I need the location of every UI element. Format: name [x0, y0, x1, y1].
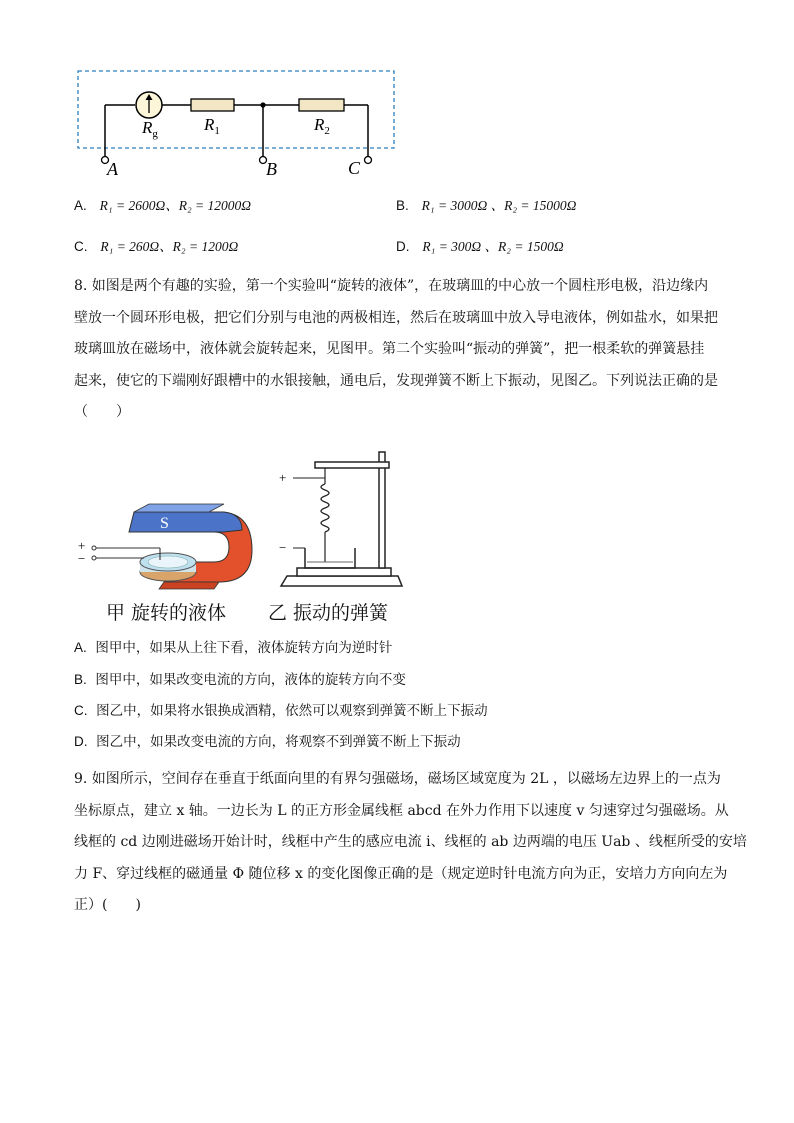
option-text: R₁ = 260Ω、R₂ = 1200Ω [100, 239, 239, 254]
minus-sign: − [279, 540, 287, 555]
stand-base [281, 576, 402, 586]
plus-sign: + [78, 538, 86, 553]
q7-option-d[interactable] [396, 237, 564, 257]
magnet-bottom-face [159, 582, 219, 589]
svg-text:Rg [141, 118, 158, 140]
q8-option-b[interactable] [74, 670, 406, 690]
dashed-box [78, 71, 394, 148]
option-letter: D. [396, 239, 410, 254]
q8-line: 玻璃皿放在磁场中，液体就会旋转起来，见图甲。第二个实验叫“振动的弹簧”，把一根柔软的弹簧悬挂 [74, 341, 705, 357]
minus-sign: − [78, 551, 86, 566]
q8-line: （ ） [74, 404, 130, 420]
stand-pole [379, 452, 385, 568]
q8-option-d[interactable] [74, 732, 461, 752]
q9-line: 线框的 cd 边刚进磁场开始计时，线框中产生的感应电流 i、线框的 ab 边两端的电压 Uab 、线框所受的安培 [74, 834, 747, 850]
option-text: R₁ = 300Ω 、R₂ = 1500Ω [422, 239, 564, 254]
q8-line: 起来，使它的下端刚好跟槽中的水银接触，通电后，发现弹簧不断上下振动，见图乙。下列说法正确的是 [74, 372, 718, 389]
option-text: 图甲中，如果从上往下看，液体旋转方向为逆时针 [95, 640, 393, 656]
figure-rotating-liquid [74, 490, 254, 590]
terminal-b-label: B [266, 159, 277, 179]
option-letter: B. [396, 198, 409, 213]
resistor-r1 [191, 99, 234, 111]
q8-option-a[interactable] [74, 638, 392, 658]
r1-sub: 1 [214, 125, 220, 137]
spring-coil [321, 484, 329, 532]
magnet-pole-label: S [160, 515, 169, 532]
q8-option-c[interactable] [74, 701, 488, 721]
option-text: R₁ = 3000Ω 、R₂ = 15000Ω [421, 198, 577, 213]
q9-line: 9. 如图所示，空间存在垂直于纸面向里的有界匀强磁场，磁场区域宽度为 2L ，以磁场左边界上的一点为 [74, 771, 721, 787]
r2-sub: 2 [324, 125, 330, 137]
caption-rotating-liquid: 甲 旋转的液体 [106, 602, 227, 624]
r2-label: R [314, 115, 325, 134]
option-letter: C. [74, 703, 88, 718]
terminal-a-label: A [107, 159, 118, 179]
q8-line: 8. 如图是两个有趣的实验，第一个实验叫“旋转的液体”，在玻璃皿的中心放一个圆柱形电极，沿边缘内 [74, 278, 709, 294]
plus-sign: + [279, 470, 287, 485]
q8-line: 壁放一个圆环形电极，把它们分别与电池的两极相连，然后在玻璃皿中放入导电液体，例如盐水，如果把 [74, 309, 718, 326]
circuit-diagram [70, 62, 405, 187]
option-letter: C. [74, 239, 88, 254]
svg-text:R2 [313, 115, 330, 137]
q9-line: 力 F、穿过线框的磁通量 Φ 随位移 x 的变化图像正确的是（规定逆时针电流方向为正，安培力方向向左为 [74, 865, 728, 882]
option-letter: A. [74, 198, 87, 213]
figure-vibrating-spring [275, 444, 410, 590]
terminal-c-label: C [348, 158, 361, 178]
terminal-c [365, 157, 372, 164]
mercury-trough [305, 548, 355, 568]
option-letter: A. [74, 640, 87, 655]
q9-line: 坐标原点，建立 x 轴。一边长为 L 的正方形金属线框 abcd 在外力作用下以速度 v 匀速穿过匀强磁场。从 [74, 802, 729, 819]
q9-line: 正）( ) [74, 897, 141, 913]
magnet-s-top [134, 504, 224, 512]
option-text: 图甲中，如果改变电流的方向，液体的旋转方向不变 [95, 672, 406, 688]
option-letter: D. [74, 734, 88, 749]
caption-vibrating-spring: 乙 振动的弹簧 [268, 602, 389, 624]
option-text: R₁ = 2600Ω、R₂ = 12000Ω [99, 198, 252, 213]
resistor-r2 [299, 99, 344, 111]
option-letter: B. [74, 672, 87, 687]
q8-stem [74, 271, 724, 429]
q7-option-c[interactable] [74, 237, 238, 257]
rg-sub: g [152, 128, 158, 140]
q7-option-a[interactable] [74, 196, 251, 216]
q7-option-b[interactable] [396, 196, 576, 216]
option-text: 图乙中，如果改变电流的方向，将观察不到弹簧不断上下振动 [96, 734, 461, 750]
option-text: 图乙中，如果将水银换成酒精，依然可以观察到弹簧不断上下振动 [96, 703, 488, 719]
magnet-s-pole [129, 512, 242, 532]
stand-arm [315, 462, 389, 468]
q9-stem [74, 764, 747, 922]
svg-text:R1 [203, 115, 220, 137]
rg-label: R [142, 118, 153, 137]
r1-label: R [204, 115, 215, 134]
